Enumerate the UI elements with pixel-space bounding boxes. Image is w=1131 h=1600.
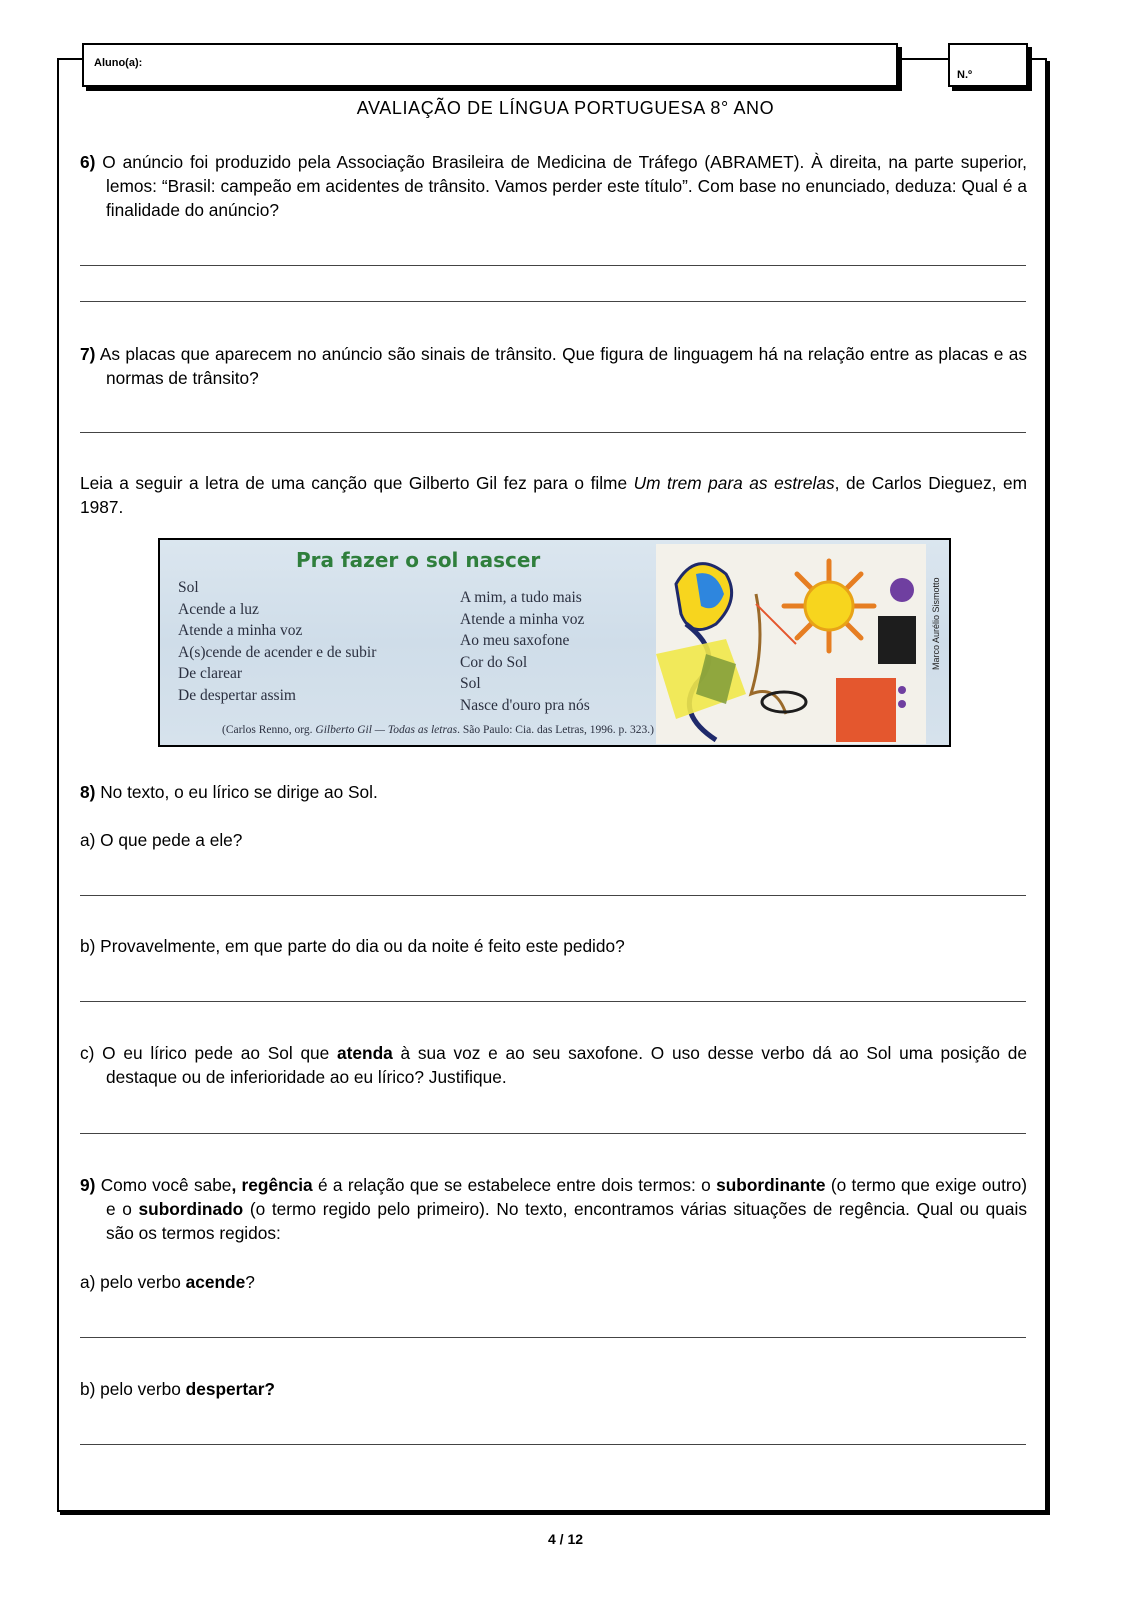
answer-line-8a[interactable] <box>80 895 1026 896</box>
question-8c-end: à sua voz e ao seu saxofone. O uso desse verbo dá ao Sol uma posição de destaque ou de inferioridade ao eu lírico? Justifique. <box>106 1043 1027 1087</box>
question-8c <box>80 1041 1027 1089</box>
question-9-text-1: Como você sabe <box>100 1175 232 1195</box>
question-9-text-4: (o termo regido pelo primeiro). No texto, encontramos várias situações de regência. Qual ou quais são os termos regidos: <box>106 1199 1027 1243</box>
question-9-text-2: é a relação que se estabelece entre dois termos: o <box>312 1175 717 1195</box>
term-regencia: , regência <box>231 1175 313 1195</box>
illustration-art <box>656 544 926 744</box>
answer-line-6a[interactable] <box>80 265 1026 266</box>
question-9a <box>80 1270 1027 1294</box>
song-image <box>158 538 951 747</box>
orange-block-icon <box>836 678 896 742</box>
sun-icon <box>784 561 874 651</box>
verse-line: Nasce d'ouro pra nós <box>460 696 590 714</box>
verse-line: Atende a minha voz <box>460 610 585 628</box>
question-9 <box>80 1173 1027 1245</box>
question-6-text: O anúncio foi produzido pela Associação Brasileira de Medicina de Tráfego (ABRAMET). À direita, na parte superior, lemos: “Brasil: campeão em acidentes de trânsito. Vamos perder este título”. Com base no enunciado, deduza: Qual é a finalidade do anúncio? <box>102 152 1027 220</box>
answer-line-8b[interactable] <box>80 1001 1026 1002</box>
question-9a-text: a) pelo verbo <box>80 1272 186 1292</box>
verse-line: Sol <box>178 579 199 596</box>
question-9a-end: ? <box>245 1272 255 1292</box>
answer-line-6b[interactable] <box>80 301 1026 302</box>
question-9b <box>80 1377 1027 1401</box>
question-9-number: 9) <box>80 1175 96 1195</box>
song-credit-book: Gilberto Gil — Todas as letras <box>315 724 458 736</box>
question-8-text: No texto, o eu lírico se dirige ao Sol. <box>100 782 378 802</box>
question-8b: b) Provavelmente, em que parte do dia ou da noite é feito este pedido? <box>80 936 625 956</box>
student-name-field[interactable] <box>82 43 898 87</box>
answer-line-8c[interactable] <box>80 1133 1026 1134</box>
verse-line: A(s)cende de acender e de subir <box>178 643 377 661</box>
verse-line: Cor do Sol <box>460 653 528 671</box>
verse-line: Ao meu saxofone <box>460 632 570 649</box>
answer-line-9b[interactable] <box>80 1444 1026 1445</box>
question-9-text-3: (o termo que exige outro) e o <box>106 1175 1027 1219</box>
question-6 <box>80 150 1027 222</box>
verse-line: De clarear <box>178 665 243 682</box>
question-8a: a) O que pede a ele? <box>80 830 243 850</box>
verse-line: Acende a luz <box>178 600 259 618</box>
song-credit-a: (Carlos Renno, org. <box>222 724 316 736</box>
verb-acende: acende <box>185 1272 246 1292</box>
verse-right <box>460 587 590 716</box>
film-title: Um trem para as estrelas <box>633 473 835 493</box>
student-name-label: Aluno(a): <box>94 57 143 69</box>
answer-line-7[interactable] <box>80 432 1026 433</box>
verb-despertar: despertar? <box>185 1379 275 1399</box>
verse-line: Sol <box>460 675 481 692</box>
verse-line: A mim, a tudo mais <box>460 589 582 606</box>
question-7-text: As placas que aparecem no anúncio são sinais de trânsito. Que figura de linguagem há na relação entre as placas e as normas de trânsito? <box>99 344 1027 388</box>
verse-left <box>178 577 376 706</box>
purple-dot-icon <box>890 578 914 602</box>
question-8-number: 8) <box>80 782 96 802</box>
song-intro-text: Leia a seguir a letra de uma canção que Gilberto Gil fez para o filme <box>80 473 634 493</box>
term-subordinado: subordinado <box>138 1199 244 1219</box>
song-credit-c: . São Paulo: Cia. das Letras, 1996. p. 323.) <box>457 724 654 736</box>
question-9b-text: b) pelo verbo <box>80 1379 186 1399</box>
song-credit <box>222 724 654 736</box>
page-number: 4 / 12 <box>547 1531 584 1547</box>
answer-line-9a[interactable] <box>80 1337 1026 1338</box>
illustrator-credit: Marco Aurélio Sismotto <box>931 577 941 670</box>
student-number-field[interactable] <box>948 43 1028 87</box>
question-7 <box>80 342 1027 390</box>
song-intro-end: , de Carlos Dieguez, em 1987. <box>80 473 1027 517</box>
question-8c-text: c) O eu lírico pede ao Sol que <box>80 1043 338 1063</box>
verb-atenda: atenda <box>337 1043 393 1063</box>
black-square-icon <box>878 616 916 664</box>
song-title: Pra fazer o sol nascer <box>296 548 541 572</box>
student-number-label: N.º <box>957 69 973 81</box>
verse-line: Atende a minha voz <box>178 622 303 639</box>
verse-line: De despertar assim <box>178 686 296 704</box>
song-intro <box>80 471 1027 519</box>
question-6-number: 6) <box>80 152 96 172</box>
term-subordinante: subordinante <box>716 1175 826 1195</box>
question-8 <box>80 780 1027 804</box>
question-7-number: 7) <box>80 344 96 364</box>
page-title: AVALIAÇÃO DE LÍNGUA PORTUGUESA 8° ANO <box>356 98 775 118</box>
